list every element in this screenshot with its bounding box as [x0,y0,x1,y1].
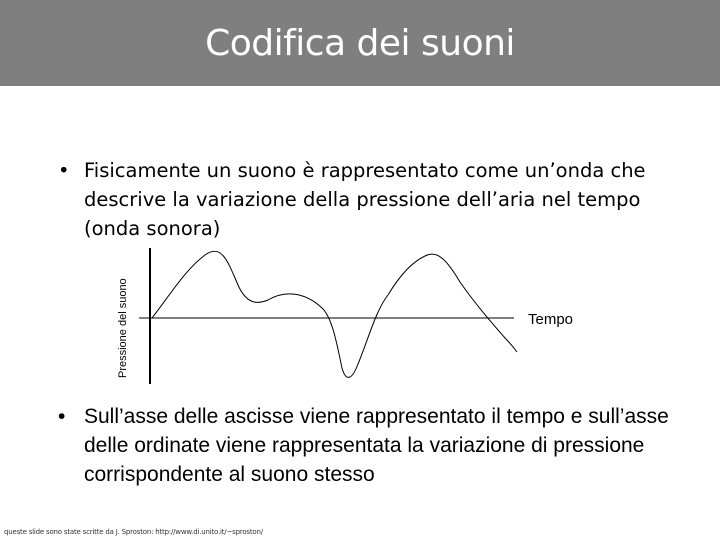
bullet-text-2: Sull’asse delle ascisse viene rappresentato il tempo e sull’asse delle ordinate viene rappresentata la variazione di pressione corrispondente al suono stesso [84,405,669,486]
x-axis-label: Tempo [528,311,574,328]
bullet-marker: • [58,159,70,182]
slide-title: Codifica dei suoni [205,22,515,64]
bullet-marker: • [58,405,66,428]
bullet-text-1: Fisicamente un suono è rappresentato come un’onda che descrive la variazione della pressione dell’aria nel tempo (onda sonora) [84,159,646,240]
bullet-item-1 [58,156,678,243]
footer-credit: queste slide sono state scritte da J. Sproston: http://www.di.unito.it/~sproston/ [4,528,263,536]
sound-wave-line [152,251,517,377]
bullet-item-2 [58,402,678,489]
y-axis-label: Pressione del suono [117,278,129,378]
title-bar [0,0,720,86]
sound-wave-chart [100,240,600,390]
